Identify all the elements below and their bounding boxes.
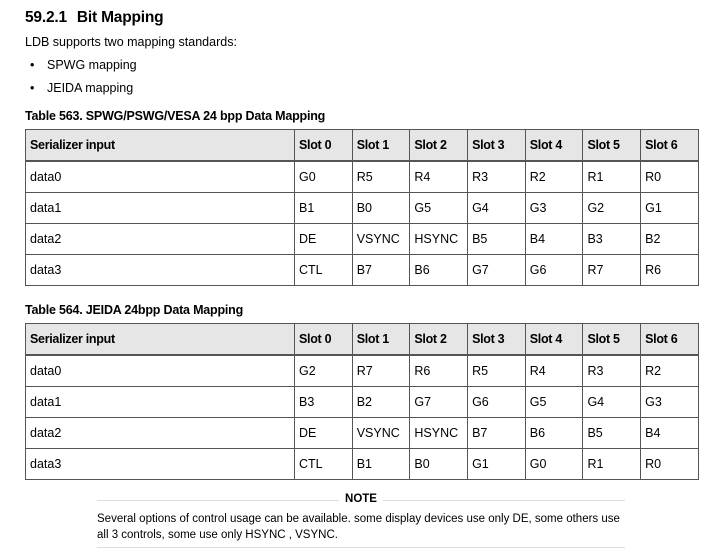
table-cell: G4	[468, 193, 526, 224]
table-cell: DE	[295, 224, 353, 255]
table-cell: HSYNC	[410, 224, 468, 255]
list-item-text: SPWG mapping	[47, 58, 137, 72]
table-cell: VSYNC	[352, 418, 410, 449]
table-cell: B4	[641, 418, 699, 449]
table-caption-spwg: Table 563. SPWG/PSWG/VESA 24 bpp Data Mapping	[25, 109, 326, 123]
table-cell: R1	[583, 449, 641, 480]
table-cell: B7	[352, 255, 410, 286]
table-cell: data2	[26, 418, 295, 449]
table-cell: G5	[410, 193, 468, 224]
column-header: Serializer input	[26, 324, 295, 356]
table-row	[26, 355, 699, 387]
column-header: Slot 2	[410, 324, 468, 356]
column-header: Slot 5	[583, 130, 641, 162]
table-cell: G0	[525, 449, 583, 480]
table-cell: R2	[641, 355, 699, 387]
column-header: Slot 4	[525, 130, 583, 162]
column-header: Slot 6	[641, 324, 699, 356]
table-cell: B2	[352, 387, 410, 418]
table-cell: R0	[641, 161, 699, 193]
table-cell: HSYNC	[410, 418, 468, 449]
column-header: Serializer input	[26, 130, 295, 162]
column-header: Slot 5	[583, 324, 641, 356]
table-cell: B3	[583, 224, 641, 255]
table-cell: G7	[468, 255, 526, 286]
table-caption-jeida: Table 564. JEIDA 24bpp Data Mapping	[25, 303, 244, 317]
table-cell: B5	[468, 224, 526, 255]
table-row	[26, 193, 699, 224]
section-heading	[25, 9, 163, 27]
table-cell: R5	[352, 161, 410, 193]
table-cell: data3	[26, 449, 295, 480]
table-cell: G0	[295, 161, 353, 193]
table-cell: G3	[641, 387, 699, 418]
intro-paragraph: LDB supports two mapping standards:	[25, 35, 237, 49]
table-cell: R6	[641, 255, 699, 286]
table-cell: VSYNC	[352, 224, 410, 255]
table-cell: R4	[525, 355, 583, 387]
table-cell: data0	[26, 355, 295, 387]
table-cell: B6	[410, 255, 468, 286]
column-header: Slot 1	[352, 324, 410, 356]
table-row	[26, 224, 699, 255]
table-cell: data3	[26, 255, 295, 286]
list-item-text: JEIDA mapping	[47, 81, 134, 95]
table-cell: data0	[26, 161, 295, 193]
table-cell: B2	[641, 224, 699, 255]
section-number: 59.2.1	[25, 9, 67, 26]
table-row	[26, 255, 699, 286]
table-cell: B7	[468, 418, 526, 449]
table-cell: data1	[26, 387, 295, 418]
column-header: Slot 4	[525, 324, 583, 356]
table-cell: B1	[352, 449, 410, 480]
mapping-standards-list	[30, 57, 137, 103]
note-title	[97, 493, 625, 505]
table-cell: B0	[352, 193, 410, 224]
note-body: Several options of control usage can be available. some display devices use only DE, some others use all 3 controls, some use only HSYNC , VSYNC.	[97, 513, 620, 541]
spwg-mapping-table	[25, 129, 699, 286]
table-cell: G3	[525, 193, 583, 224]
table-cell: B3	[295, 387, 353, 418]
table-cell: G6	[468, 387, 526, 418]
table-cell: R3	[468, 161, 526, 193]
section-title-text: Bit Mapping	[76, 9, 164, 26]
column-header: Slot 0	[295, 130, 353, 162]
note-bottom-divider	[97, 547, 625, 548]
list-item	[30, 57, 137, 80]
table-cell: R6	[410, 355, 468, 387]
table-cell: R1	[583, 161, 641, 193]
table-row	[26, 418, 699, 449]
note-box	[97, 492, 625, 548]
table-cell: G6	[525, 255, 583, 286]
table-row	[26, 449, 699, 480]
bullet-icon: •	[30, 58, 35, 72]
table-cell: G5	[525, 387, 583, 418]
table-cell: DE	[295, 418, 353, 449]
table-cell: data2	[26, 224, 295, 255]
table-cell: R3	[583, 355, 641, 387]
column-header: Slot 3	[468, 324, 526, 356]
table-row	[26, 387, 699, 418]
table-cell: R2	[525, 161, 583, 193]
column-header: Slot 6	[641, 130, 699, 162]
table-cell: G2	[295, 355, 353, 387]
table-header-row	[26, 130, 699, 162]
table-cell: B5	[583, 418, 641, 449]
column-header: Slot 2	[410, 130, 468, 162]
table-cell: CTL	[295, 255, 353, 286]
table-cell: G1	[468, 449, 526, 480]
table-cell: data1	[26, 193, 295, 224]
table-cell: R7	[352, 355, 410, 387]
table-cell: G4	[583, 387, 641, 418]
table-cell: G1	[641, 193, 699, 224]
table-cell: R4	[410, 161, 468, 193]
table-cell: G2	[583, 193, 641, 224]
table-cell: CTL	[295, 449, 353, 480]
column-header: Slot 0	[295, 324, 353, 356]
table-cell: B6	[525, 418, 583, 449]
table-cell: R0	[641, 449, 699, 480]
table-cell: B1	[295, 193, 353, 224]
table-cell: R7	[583, 255, 641, 286]
table-cell: B0	[410, 449, 468, 480]
note-title-text: NOTE	[339, 493, 383, 505]
column-header: Slot 1	[352, 130, 410, 162]
table-row	[26, 161, 699, 193]
table-header-row	[26, 324, 699, 356]
bullet-icon: •	[30, 81, 35, 95]
table-cell: G7	[410, 387, 468, 418]
table-cell: B4	[525, 224, 583, 255]
table-cell: R5	[468, 355, 526, 387]
list-item	[30, 80, 137, 103]
jeida-mapping-table	[25, 323, 699, 480]
column-header: Slot 3	[468, 130, 526, 162]
